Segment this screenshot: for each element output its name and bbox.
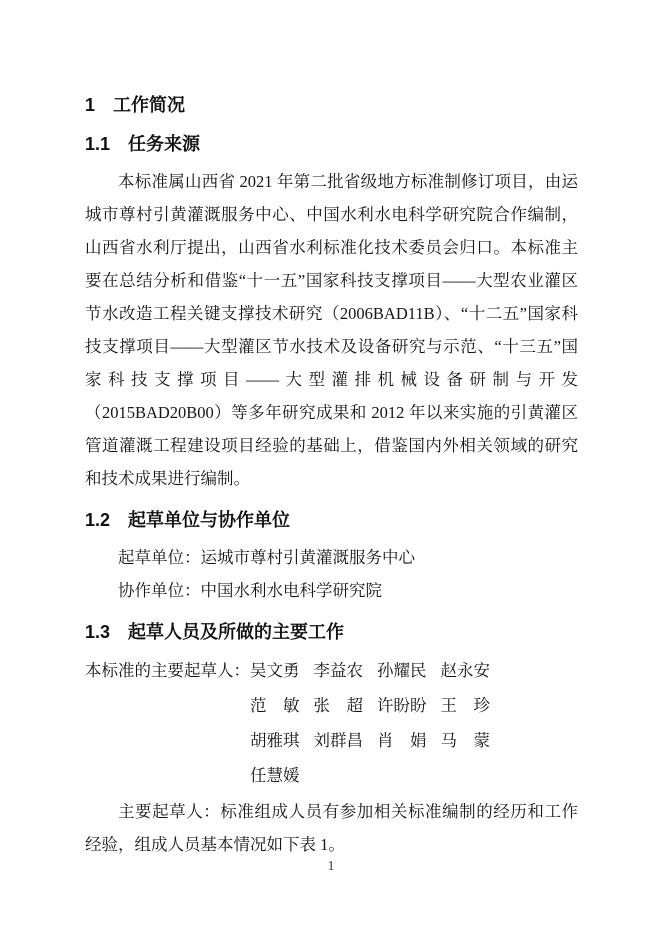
section-heading-drafting-units: 1.2 起草单位与协作单位 bbox=[85, 510, 291, 530]
line-drafting-unit: 起草单位：运城市尊村引黄灌溉服务中心 bbox=[118, 548, 415, 567]
drafter-name: 张 超 bbox=[313, 696, 363, 715]
line-cooperating-unit: 协作单位：中国水利水电科学研究院 bbox=[118, 581, 382, 600]
section-heading-work-overview: 1 工作简况 bbox=[85, 95, 186, 115]
drafter-rows bbox=[250, 653, 578, 793]
drafter-name: 吴文勇 bbox=[250, 661, 300, 680]
drafter-name: 刘群昌 bbox=[313, 731, 363, 750]
drafter-name: 马 蒙 bbox=[440, 731, 490, 750]
drafter-row bbox=[250, 653, 578, 688]
drafter-row bbox=[250, 758, 578, 793]
drafter-name: 孙耀民 bbox=[377, 661, 427, 680]
drafter-name: 王 珍 bbox=[440, 696, 490, 715]
drafter-name: 范 敏 bbox=[250, 696, 300, 715]
drafter-name: 任慧媛 bbox=[250, 766, 300, 785]
paragraph-drafters-note: 主要起草人：标准组成人员有参加相关标准编制的经历和工作经验，组成人员基本情况如下表 1。 bbox=[85, 802, 578, 854]
section-heading-drafters: 1.3 起草人员及所做的主要工作 bbox=[85, 622, 345, 642]
drafters-label: 本标准的主要起草人： bbox=[85, 661, 250, 680]
drafter-name: 胡雅琪 bbox=[250, 731, 300, 750]
drafter-row bbox=[250, 723, 578, 758]
section-heading-task-source: 1.1 任务来源 bbox=[85, 134, 201, 154]
drafter-name: 赵永安 bbox=[440, 661, 490, 680]
drafter-row bbox=[250, 688, 578, 723]
drafters-block bbox=[85, 653, 578, 793]
page-number: 1 bbox=[327, 858, 335, 873]
paragraph-task-source: 本标准属山西省 2021 年第二批省级地方标准制修订项目，由运城市尊村引黄灌溉服务中心、中国水利水电科学研究院合作编制，山西省水利厅提出，山西省水利标准化技术委员会归口。本标准主要在总结分析和借鉴“十一五”国家科技支撑项目——大型农业灌区节水改造工程关键支撑技术研究（2006BAD11B）、“十二五”国家科技支撑项目——大型灌区节水技术及设备研究与示范、“十三五”国家科技支撑项目——大型灌排机械设备研制与开发（2015BAD20B00）等多年研究成果和 2012 年以来实施的引黄灌区管道灌溉工程建设项目经验的基础上，借鉴国内外相关领域的研究和技术成果进行编制。 bbox=[85, 172, 578, 488]
drafter-name: 李益农 bbox=[313, 661, 363, 680]
drafter-name: 许盼盼 bbox=[377, 696, 427, 715]
drafter-name: 肖 娟 bbox=[377, 731, 427, 750]
